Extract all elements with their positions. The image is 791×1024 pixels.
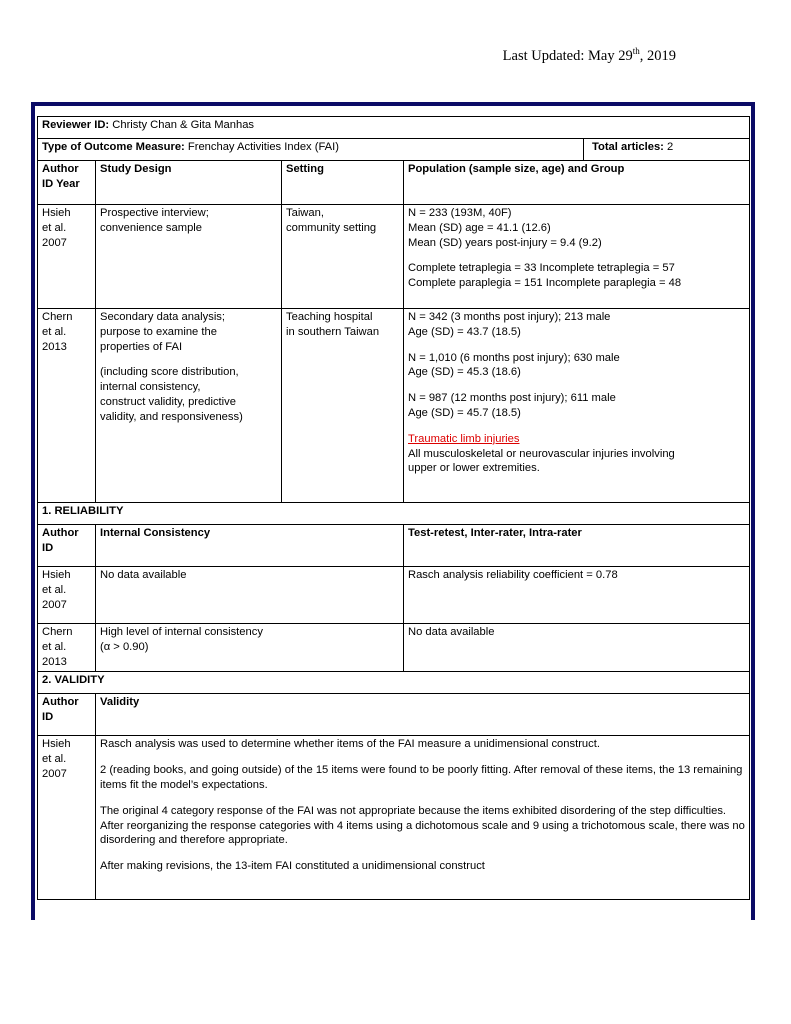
reliability-heading: 1. RELIABILITY bbox=[38, 503, 750, 525]
reviewer-row: Reviewer ID: Christy Chan & Gita Manhas bbox=[38, 117, 750, 139]
traumatic-limb-injuries-link[interactable]: Traumatic limb injuries bbox=[408, 432, 520, 445]
design-header: Study Design bbox=[96, 161, 282, 205]
validity-heading: 2. VALIDITY bbox=[38, 672, 750, 694]
reliability-header-row: Author ID Internal Consistency Test-retest, Inter-rater, Intra-rater bbox=[38, 525, 750, 567]
study-header-row bbox=[38, 161, 750, 205]
last-updated: Last Updated: May 29th, 2019 bbox=[502, 46, 676, 64]
review-table bbox=[37, 116, 750, 900]
review-frame bbox=[31, 102, 755, 920]
validity-row-hsieh: Hsieh et al. 2007 Rasch analysis was used to determine whether items of the FAI measure a unidimensional construct. 2 (reading books, and going outside) of the 15 items were found to be poorly fitting. After removal of these items, the 13 remaining items fit the model’s expectations. The original 4 category response of the FAI was not appropriate because the items exhibited disordering of the step difficulties. After reorganizing the response categories with 4 items using a dichotomous scale and 9 using a trichotomous scale, there was no disordering and therefore appropriate. After making revisions, the 13-item FAI constituted a unidimensional construct bbox=[38, 736, 750, 900]
reliability-row-chern: Chern et al. 2013 High level of internal consistency (α > 0.90) No data available bbox=[38, 624, 750, 672]
reliability-row-hsieh: Hsieh et al. 2007 No data available Rasch analysis reliability coefficient = 0.78 bbox=[38, 567, 750, 624]
validity-header-row: Author ID Validity bbox=[38, 694, 750, 736]
study-row-hsieh: Hsieh et al. 2007 Prospective interview; convenience sample Taiwan, community setting N = 233 (193M, 40F) Mean (SD) age = 41.1 (12.6) Mean (SD) years post-injury = 9.4 (9.2) Complete tetraplegia = 33 Incomplete tetraplegia = 57 Complete paraplegia = 151 Incomplete paraplegia = 48 bbox=[38, 205, 750, 309]
population-header: Population (sample size, age) and Group bbox=[404, 161, 750, 205]
validity-section-row bbox=[38, 672, 750, 694]
study-row-chern: Chern et al. 2013 Secondary data analysis; purpose to examine the properties of FAI (including score distribution, internal consistency, construct validity, predictive validity, and responsiveness) Teaching hospital in southern Taiwan N = 342 (3 months post injury); 213 male Age (SD) = 43.7 (18.5) N = 1,010 (6 months post injury); 630 male Age (SD) = 45.3 (18.6) N = 987 (12 months post injury); 611 male Age (SD) = 45.7 (18.5) Traumatic limb injuries All musculoskeletal or neurovascular injuries involving upper or lower extremities. bbox=[38, 309, 750, 503]
author-header: Author ID Year bbox=[38, 161, 96, 205]
measure-row: Type of Outcome Measure: Frenchay Activities Index (FAI) Total articles: 2 bbox=[38, 139, 750, 161]
reliability-section-row bbox=[38, 503, 750, 525]
setting-header: Setting bbox=[282, 161, 404, 205]
